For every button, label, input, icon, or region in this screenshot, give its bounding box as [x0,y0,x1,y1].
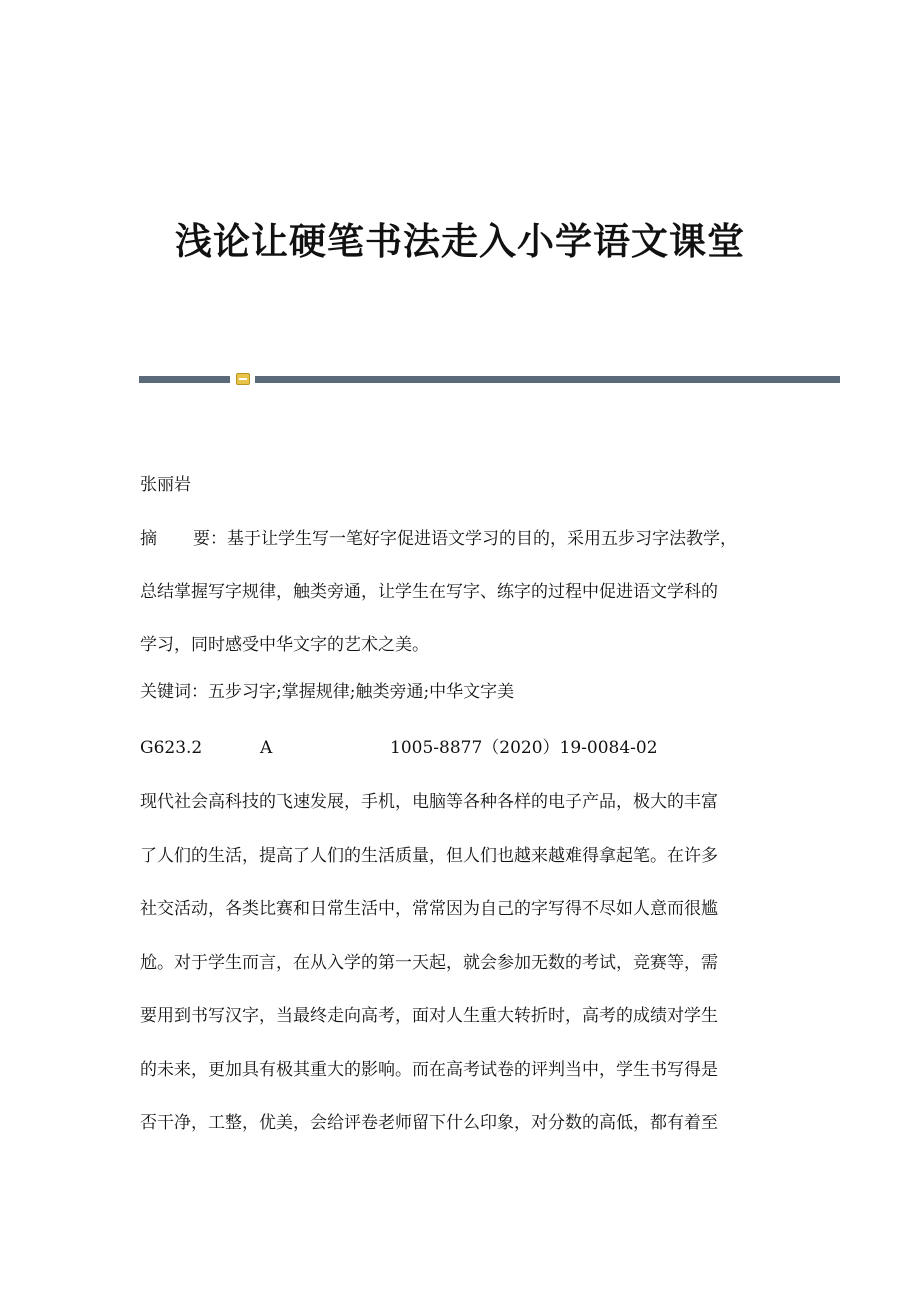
author-name: 张丽岩 [140,475,191,495]
divider-emblem-icon [236,373,250,385]
title-divider [139,372,840,388]
body-paragraph [140,788,780,1163]
classification-row [140,734,780,762]
abstract-line: 总结掌握写字规律，触类旁通，让学生在写字、练字的过程中促进语文学科的 [140,582,718,602]
document-code: A [260,738,273,758]
body-line: 社交活动，各类比赛和日常生活中，常常因为自己的字写得不尽如人意而很尴 [140,899,718,919]
body-line: 了人们的生活，提高了人们的生活质量，但人们也越来越难得拿起笔。在许多 [140,845,718,866]
abstract-line: 学习，同时感受中华文字的艺术之美。 [140,635,429,655]
keywords-line: 关键词：五步习字;掌握规律;触类旁通;中华文字美 [140,682,515,702]
body-line: 要用到书写汉字，当最终走向高考，面对人生重大转折时，高考的成绩对学生 [140,1006,718,1026]
divider-bar-right [255,376,840,383]
abstract-line: 摘 要：基于让学生写一笔好字促进语文学习的目的，采用五步习字法教学， [140,529,737,549]
divider-bar-left [139,376,230,383]
abstract [140,525,780,684]
abstract-label: 摘 [140,529,157,549]
document-title: 浅论让硬笔书法走入小学语文课堂 [175,219,745,263]
body-line: 现代社会高科技的飞速发展，手机，电脑等各种各样的电子产品，极大的丰富 [140,792,718,812]
body-line: 的未来，更加具有极其重大的影响。而在高考试卷的评判当中，学生书写得是 [140,1059,718,1080]
body-line: 否干净，工整，优美，会给评卷老师留下什么印象，对分数的高低，都有着至 [140,1113,718,1133]
body-line: 尬。对于学生而言，在从入学的第一天起，就会参加无数的考试，竞赛等，需 [140,952,718,973]
clc-number: G623.2 [140,738,203,758]
article-id: 1005-8877（2020）19-0084-02 [390,738,658,758]
keywords [140,678,780,706]
abstract-label-end: 要： [193,529,227,549]
